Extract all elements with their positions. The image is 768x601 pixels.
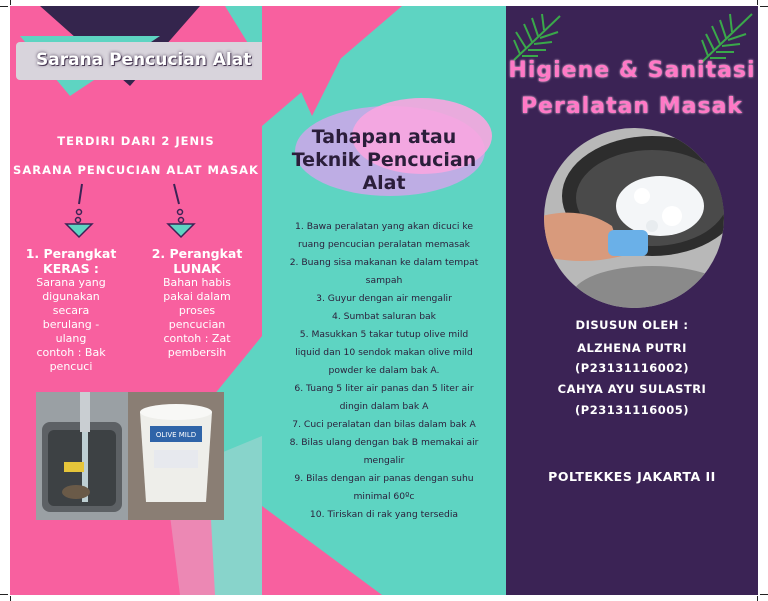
hardware-text: Sarana yang (36, 276, 106, 289)
software-text: pakai dalam (163, 290, 231, 303)
step-line: 10. Tiriskan di rak yang tersedia (309, 509, 459, 520)
step-line: 6. Tuang 5 liter air panas dan 5 liter air (294, 383, 474, 394)
panel-cover (506, 6, 758, 595)
steps-list (262, 218, 506, 524)
leaf-icon (506, 10, 568, 64)
step-line: 7. Cuci peralatan dan bilas dalam bak A (292, 419, 476, 430)
bucket-label: OLIVE MILD (155, 431, 197, 439)
hardware-text: berulang - (42, 318, 100, 331)
institution-name: POLTEKKES JAKARTA II (548, 469, 716, 484)
crop-mark (757, 596, 758, 601)
step-line: liquid dan 10 sendok makan olive mild (295, 347, 473, 358)
tahapan-title-1: Tahapan atau (311, 126, 457, 148)
author-1-name: ALZHENA PUTRI (577, 341, 687, 355)
tahapan-title-3: Alat (362, 172, 406, 194)
banner-title: Sarana Pencucian Alat (36, 50, 252, 70)
step-line: 3. Guyur dengan air mengalir (316, 293, 452, 304)
step-line: 5. Masukkan 5 takar tutup olive mild (299, 329, 469, 340)
crop-mark (757, 0, 758, 5)
step-line: 4. Sumbat saluran bak (331, 311, 436, 322)
crop-mark (10, 0, 11, 5)
software-text: pembersih (167, 346, 227, 359)
cover-title-2: Peralatan Masak (520, 94, 744, 119)
bucket-photo (128, 392, 224, 520)
author-heading: DISUSUN OLEH : (575, 318, 689, 332)
step-line: 2. Buang sisa makanan ke dalam tempat (289, 257, 479, 268)
hardware-text: secara (52, 304, 90, 317)
hardware-text: digunakan (42, 290, 100, 303)
hardware-column (12, 246, 130, 374)
software-text: Bahan habis (163, 276, 231, 289)
cover-title-1: Higiene & Sanitasi (508, 58, 756, 83)
author-1-id: (P23131116002) (575, 361, 689, 375)
software-heading-2: LUNAK (173, 261, 221, 276)
subtitle-line-2: SARANA PENCUCIAN ALAT MASAK (13, 163, 259, 177)
subtitle-line-1: TERDIRI DARI 2 JENIS (57, 134, 215, 148)
hardware-heading-2: KERAS : (43, 261, 99, 276)
hardware-text: pencuci (49, 360, 93, 373)
step-line: ruang pencucian peralatan memasak (298, 239, 470, 250)
crop-mark (760, 594, 768, 595)
crop-mark (760, 6, 768, 7)
panel-sarana (10, 6, 262, 595)
author-2-name: CAHYA AYU SULASTRI (557, 382, 707, 396)
panel-tahapan (262, 6, 506, 595)
washing-photo (542, 126, 726, 310)
sink-photo (36, 392, 128, 520)
step-line: 1. Bawa peralatan yang akan dicuci ke (295, 221, 473, 232)
arrow-down-icon (162, 182, 202, 242)
software-heading: 2. Perangkat (151, 246, 243, 261)
step-line: 9. Bilas dengan air panas dengan suhu (294, 473, 474, 484)
crop-mark (0, 6, 8, 7)
hardware-text: contoh : Bak (36, 346, 106, 359)
software-text: proses (178, 304, 216, 317)
crop-mark (10, 596, 11, 601)
crop-mark (0, 594, 8, 595)
arrow-down-icon (62, 182, 102, 242)
step-line: minimal 60ºc (353, 491, 415, 502)
software-text: contoh : Zat (163, 332, 231, 345)
hardware-text: ulang (55, 332, 87, 345)
tahapan-title-2: Teknik Pencucian (291, 149, 477, 171)
step-line: mengalir (363, 455, 405, 466)
software-column (138, 246, 256, 360)
step-line: 8. Bilas ulang dengan bak B memakai air (289, 437, 479, 448)
step-line: powder ke dalam bak A. (328, 365, 440, 376)
hardware-heading: 1. Perangkat (25, 246, 117, 261)
software-text: pencucian (168, 318, 226, 331)
step-line: sampah (365, 275, 403, 286)
author-2-id: (P23131116005) (575, 403, 689, 417)
step-line: dingin dalam bak A (339, 401, 429, 412)
